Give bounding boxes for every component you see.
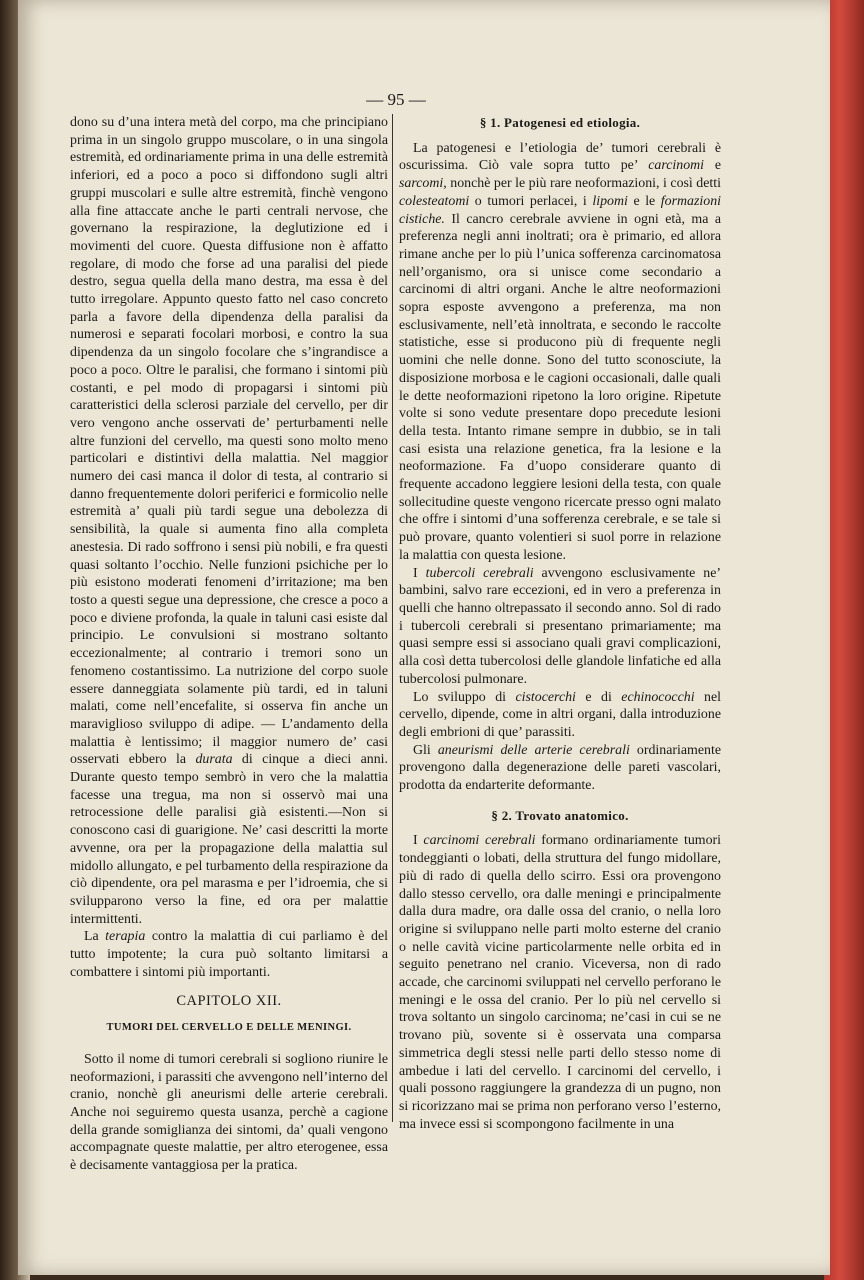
paragraph-tubercles: I tubercoli cerebrali avvengono esclusivamente ne’ bambini, salvo rare eccezioni, ed in vero a preferenza in quelli che hanno oltrepassato il secondo anno. Sol di rado i tubercoli cerebrali si presentano primariamente; ma quasi sempre essi si associano quali gravi complicazioni, alla così detta tubercolosi delle glandole linfatiche ed alla tubercolosi pulmonare. — [399, 565, 721, 687]
section-2-title: § 2. Trovato anatomico. — [491, 807, 629, 823]
book-page — [18, 0, 830, 1275]
right-column — [399, 114, 721, 1133]
paragraph-sclerosis-symptoms: dono su d’una intera metà del corpo, ma che principiano prima in un singolo gruppo muscolare, o in una singola estremità, ed ordinariamente prima in una delle estremità inferiori, ed a poco a poco si diffondono sugli altri gruppi muscolari e sulle altre estremità, finchè vengono alla fine attaccate anche le parti centrali nervose, che governano la respirazione, la deglutizione ed i movimenti del cuore. Questa diffusione non è affatto regolare, di modo che forse ad una paralisi del piede destro, segua quella della mano destra, ma essa è del tutto irregolare. Appunto questo fatto nel caso concreto parla a favore della dipendenza della paralisi da numerosi e separati focolari morbosi, e contro la sua dipendenza da un singolo focolare che s’ingrandisce a poco a poco. Oltre le paralisi, che formano i sintomi più costanti, e pel modo di propagarsi i sintomi più caratteristici della sclerosi parziale del cervello, per dir vero vengono anche osservati de’ perturbamenti nelle altre funzioni del cervello, ma questi sono molto meno particolari e distintivi della malattia. Nel maggior numero dei casi manca il dolor di testa, al contrario si danno frequentemente dolori periferici e formicolio nelle estremità a’ quali più tardi segue una debolezza di sensibilità, la quale si aumenta fino alla completa anestesia. Di rado soffrono i sensi più nobili, e fra questi quasi soltanto l’occhio. Nelle funzioni psichiche per lo più esistono moderati fenomeni d’irritazione; ma ben tosto a questi segue una depressione, che cresce a poco a poco e diviene profonda, la quale in taluni casi esiste dal principio. Le convulsioni si mostrano soltanto eccezionalmente; al contrario i tremori sono un fenomeno costantissimo. La nutrizione del corpo suole essere danneggiata solamente più tardi, ed in taluni malati, come nell’encefalite, si osserva fin anche un maraviglioso sviluppo di adipe. — L’andamento della malattia è lentissimo; il maggior numero de’ casi osservati ebbero la durata di cinque a dieci anni. Durante questo tempo sembrò in vero che la malattia facesse una tregua, ma non si osservò mai una retrocessione delle paralisi già esistenti.—Non si conoscono casi di guarigione. Ne’ casi descritti la morte avvenne, ora per la propagazione della malattia sul midollo allungato, e pel turbamento della respirazione da ciò dipendente, ora pel marasma e per l’idroemia, che si svilupparono verso la fine, ed ora per malattie intermittenti. — [70, 115, 388, 927]
left-column — [70, 114, 388, 1175]
chapter-subtitle: TUMORI DEL CERVELLO E DELLE MENINGI. — [106, 1022, 352, 1034]
section-1-title: § 1. Patogenesi ed etiologia. — [479, 115, 641, 130]
paragraph-aneurysms: Gli aneurismi delle arterie cerebrali ordinariamente provengono dalla degenerazione delle pareti vascolari, prodotta da endarterite deformante. — [399, 742, 721, 794]
paragraph-pathogenesis: La patogenesi e l’etiologia de’ tumori cerebrali è oscurissima. Ciò vale sopra tutto pe’ carcinomi e sarcomi, nonchè per le più rare neoformazioni, i così detti colesteatomi o tumori perlacei, i lipomi e le formazioni cistiche. Il cancro cerebrale avviene in ogni età, ma a preferenza negli anni inoltrati; ora è primario, ed allora rimane anche per lo più l’unica sofferenza carcinomatosa nell’organismo, ora si unisce come secondario a carcinomi di altri organi. Anche le altre neoformazioni sopra esposte avvengono a preferenza, ma non esclusivamente, nell’età innoltrata, e secondo le raccolte statistiche, esse si producono più di frequente negli uomini che nelle donne. Sono del tutto sconosciute, la disposizione morbosa e le cagioni occasionali, dalle quali le dette neoformazioni ripetono la loro origine. Ripetute volte si sono vedute presentare dopo precedute lesioni della testa. Intanto rimane sempre in dubbio, se in tali casi esista una relazione genetica, fra la lesione e la neoformazione. Fa d’uopo considerare quanto di frequente accadono leggiere lesioni della testa, con quale sollecitudine queste vengono ricercate presso ogni malato che offre i sintomi d’una sofferenza cerebrale, e se tale si può provare, quanto volentieri si suol porre in relazione la malattia con questa lesione. — [399, 140, 721, 563]
chapter-title: CAPITOLO XII. — [176, 993, 282, 1010]
book-cover-edge — [824, 0, 864, 1280]
page-number: — 95 — — [366, 90, 426, 109]
paragraph-parasites: Lo sviluppo di cistocerchi e di echinococchi nel cervello, dipende, come in altri organi, dalla introduzione degli embrioni di que’ parassiti. — [399, 689, 721, 740]
paragraph-tumors-intro: Sotto il nome di tumori cerebrali si sogliono riunire le neoformazioni, i parassiti che avvengono nell’interno del cranio, nonchè gli aneurismi delle arterie cerebrali. Anche noi seguiremo questa usanza, perchè a cagione della grande somiglianza dei sintomi, da’ quali vengono accompagnate queste malattie, per altro eterogenee, essa è decisamente vantaggiosa per la pratica. — [70, 1051, 388, 1174]
column-divider — [392, 114, 393, 1122]
spacer — [399, 795, 721, 807]
paragraph-anatomy: I carcinomi cerebrali formano ordinariamente tumori tondeggianti o lobati, della struttura del fungo midollare, più di rado di quella dello scirro. Essi ora provengono dallo stesso cervello, ora dalle meningi e principalmente dalla dura madre, ora dalle ossa del cranio, o nella loro origine si sviluppano nelle parti molto esterne del cranio o nelle cavità vicine particolarmente nelle orbita ed in seguito penetrano nel cranio. Viceversa, non di rado accade, che carcinomi sviluppati nel cervello perforano le meningi e le ossa del cranio. Per lo più nel cervello si trova soltanto un singolo carcinoma; ne’casi in cui se ne trovano più, sovente si è osservata una comparsa simmetrica degli stessi nelle parti dello stesso nome di ambedue i lati del cervello. I carcinomi del cervello, i quali possono raggiungere la grandezza di un pugno, non si ricorizzano mai se prima non perforano verso l’esterno, ma invece essi si scompongono facilmente in una — [399, 833, 721, 1132]
paragraph-therapy: La terapia contro la malattia di cui parliamo è del tutto impotente; la cura può soltanto limitarsi a combattere i sintomi più importanti. — [70, 929, 388, 980]
